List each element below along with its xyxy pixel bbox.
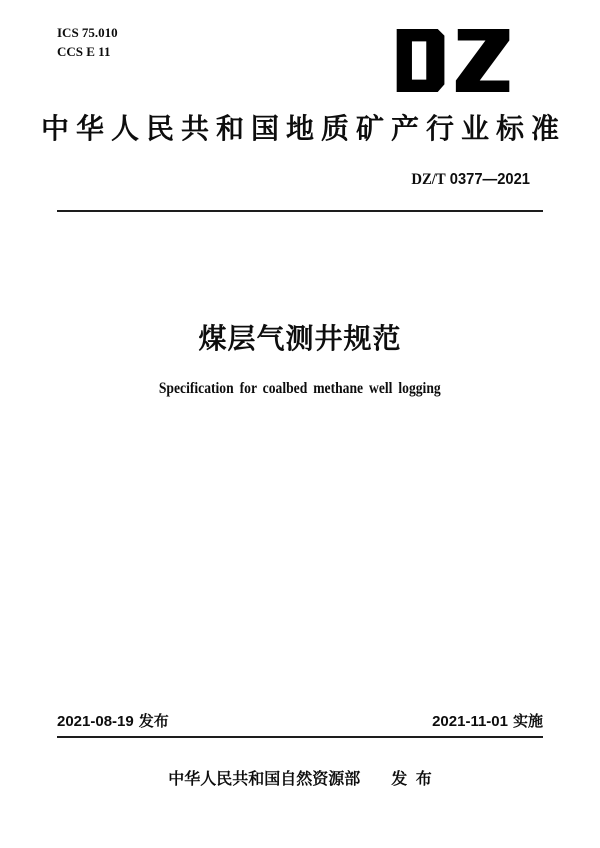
standard-number-prefix: DZ/T [411,171,446,188]
header-rule [57,210,543,212]
document-title-english: Specification for coalbed methane well logging [159,380,441,397]
publisher-action: 发 布 [391,771,432,788]
dz-logo-icon [394,29,512,92]
issue-date-group [57,713,169,731]
document-title-english-wrap [0,379,600,398]
standard-number-code: 0377—2021 [449,171,530,188]
issue-label: 发布 [138,713,169,730]
issue-date: 2021-08-19 [57,713,134,730]
footer-rule [57,736,543,738]
dz-logo-text [394,92,395,93]
publisher-row [0,770,600,789]
dz-logo [394,29,512,92]
dates-row [57,713,543,731]
document-title-chinese: 煤层气测井规范 [198,323,402,354]
implementation-date-group [432,713,543,731]
standard-number [411,170,530,189]
ics-code: ICS 75.010 [57,25,118,40]
publisher-organization: 中华人民共和国自然资源部 [168,771,361,788]
implementation-label: 实施 [512,713,543,730]
ccs-code: CCS E 11 [57,44,111,59]
implementation-date: 2021-11-01 [432,713,508,730]
standard-category-title: 中华人民共和国地质矿产行业标准 [40,113,566,144]
